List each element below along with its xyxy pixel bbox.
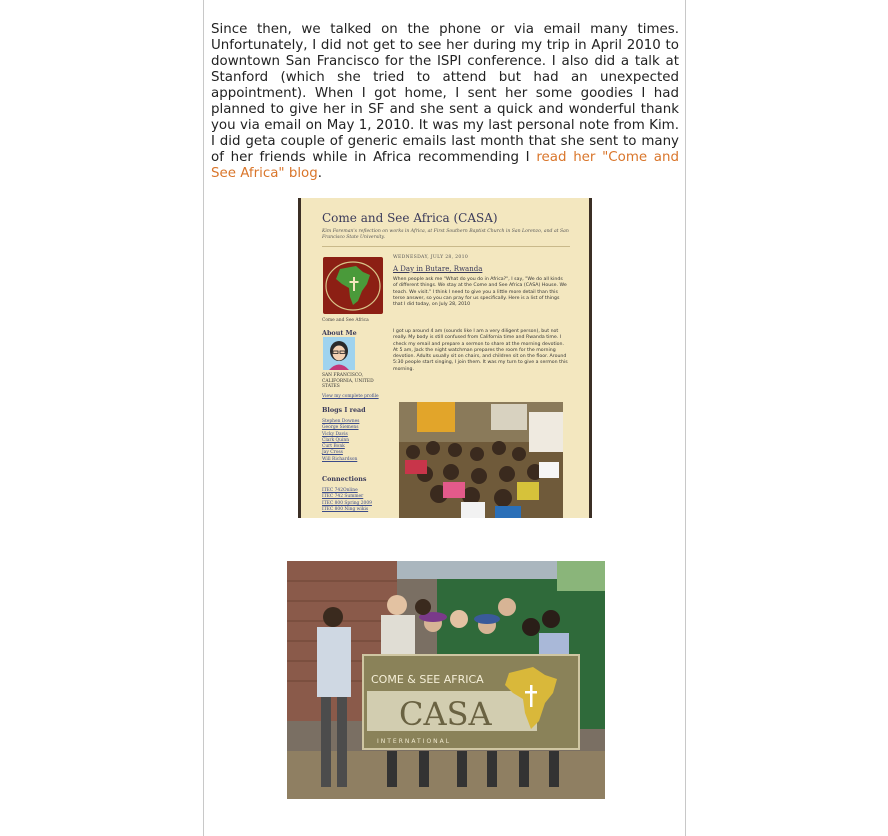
blog-link[interactable]: Stephen Downes	[322, 419, 360, 424]
post-date: WEDNESDAY, JULY 28, 2010	[393, 255, 469, 260]
classroom-photo	[399, 402, 563, 518]
connection-link[interactable]: ITEC 800 Ning wikis	[322, 506, 369, 512]
blog-title: Come and See Africa (CASA)	[322, 211, 498, 225]
connections-heading: Connections	[322, 475, 367, 483]
blog-link[interactable]: Curt Bonk	[322, 444, 345, 450]
connection-link[interactable]: ITEC 742 Summer	[322, 494, 364, 500]
banner-bottom-text: INTERNATIONAL	[377, 738, 452, 745]
blog-link[interactable]: Jay Cross	[322, 450, 343, 456]
paragraph-end: .	[317, 166, 323, 181]
profile-link[interactable]: View my complete profile	[322, 394, 379, 399]
profile-avatar	[323, 337, 355, 370]
blog-link[interactable]: Will Richardson	[322, 456, 358, 462]
blog-subtitle: Kim Foreman's reflection on works in Africa, at First Southern Baptist Church in San Lorenzo, and at San Francisco State University.	[322, 229, 569, 240]
blogs-heading: Blogs I read	[322, 406, 366, 414]
content-column	[203, 0, 686, 836]
blog-link[interactable]: George Siemens	[322, 425, 359, 431]
banner-top-text: COME & SEE AFRICA	[371, 673, 484, 686]
blog-screenshot-image	[298, 198, 592, 518]
blog-header-rule	[322, 246, 570, 247]
post-body-1: When people ask me "What do you do in Africa?", I say, "We do all kinds of different things. We stay at the Come and See Africa (CASA) House. We teach. We visit." I think I need to give you a little more detail than this terse answer, so you can pray for us specifically. Here is a list of things that I did today, on July 28, 2010	[393, 277, 567, 308]
about-heading: About Me	[322, 329, 357, 337]
banner-casa-text: CASA	[399, 695, 492, 733]
connection-link[interactable]: ITEC 800 Spring 2009	[322, 500, 372, 506]
about-location: SAN FRANCISCO, CALIFORNIA, UNITED STATES	[322, 373, 374, 390]
blog-link[interactable]: Vicky Davis	[322, 431, 348, 437]
logo-caption: Come and See Africa	[322, 318, 369, 323]
article-paragraph	[211, 22, 679, 182]
connection-link[interactable]: ITEC 742Online	[322, 488, 358, 493]
blogs-list	[322, 419, 359, 463]
blog-link[interactable]: Clark Quinn	[322, 437, 350, 443]
casa-blog-link[interactable]: read her "Come and See Africa" blog	[211, 150, 679, 181]
post-body-2: I got up around 4 am (sounds like I am a very diligent person), but not really. My body is still confused from California time and Rwanda time. I check my email and prepare a sermon to share at the morning devotion. At 5 am, Jack the night watchman prepares the room for the morning devotion. Adults usually sit on chairs, and children sit on the floor. Around 5:30 people start singing, I join them. It was my turn to give a sermon this morning.	[393, 329, 568, 372]
connections-list	[322, 488, 372, 513]
post-title[interactable]: A Day in Butare, Rwanda	[393, 265, 483, 273]
casa-logo-image	[323, 257, 383, 314]
paragraph-text: Since then, we talked on the phone or via email many times. Unfortunately, I did not get to see her during my trip in April 2010 to downtown San Francisco for the ISPI conference. I also did a talk at Stanford (which she tried to attend but had an unexpected appointment). When I got home, I sent her some goodies I had planned to give her in SF and she sent a quick and wonderful thank you via email on May 1, 2010. It was my last personal note from Kim. I did geta couple of generic emails last month that she sent to many of her friends while in Africa recommending I	[211, 22, 679, 165]
team-casa-banner-photo	[287, 561, 605, 799]
